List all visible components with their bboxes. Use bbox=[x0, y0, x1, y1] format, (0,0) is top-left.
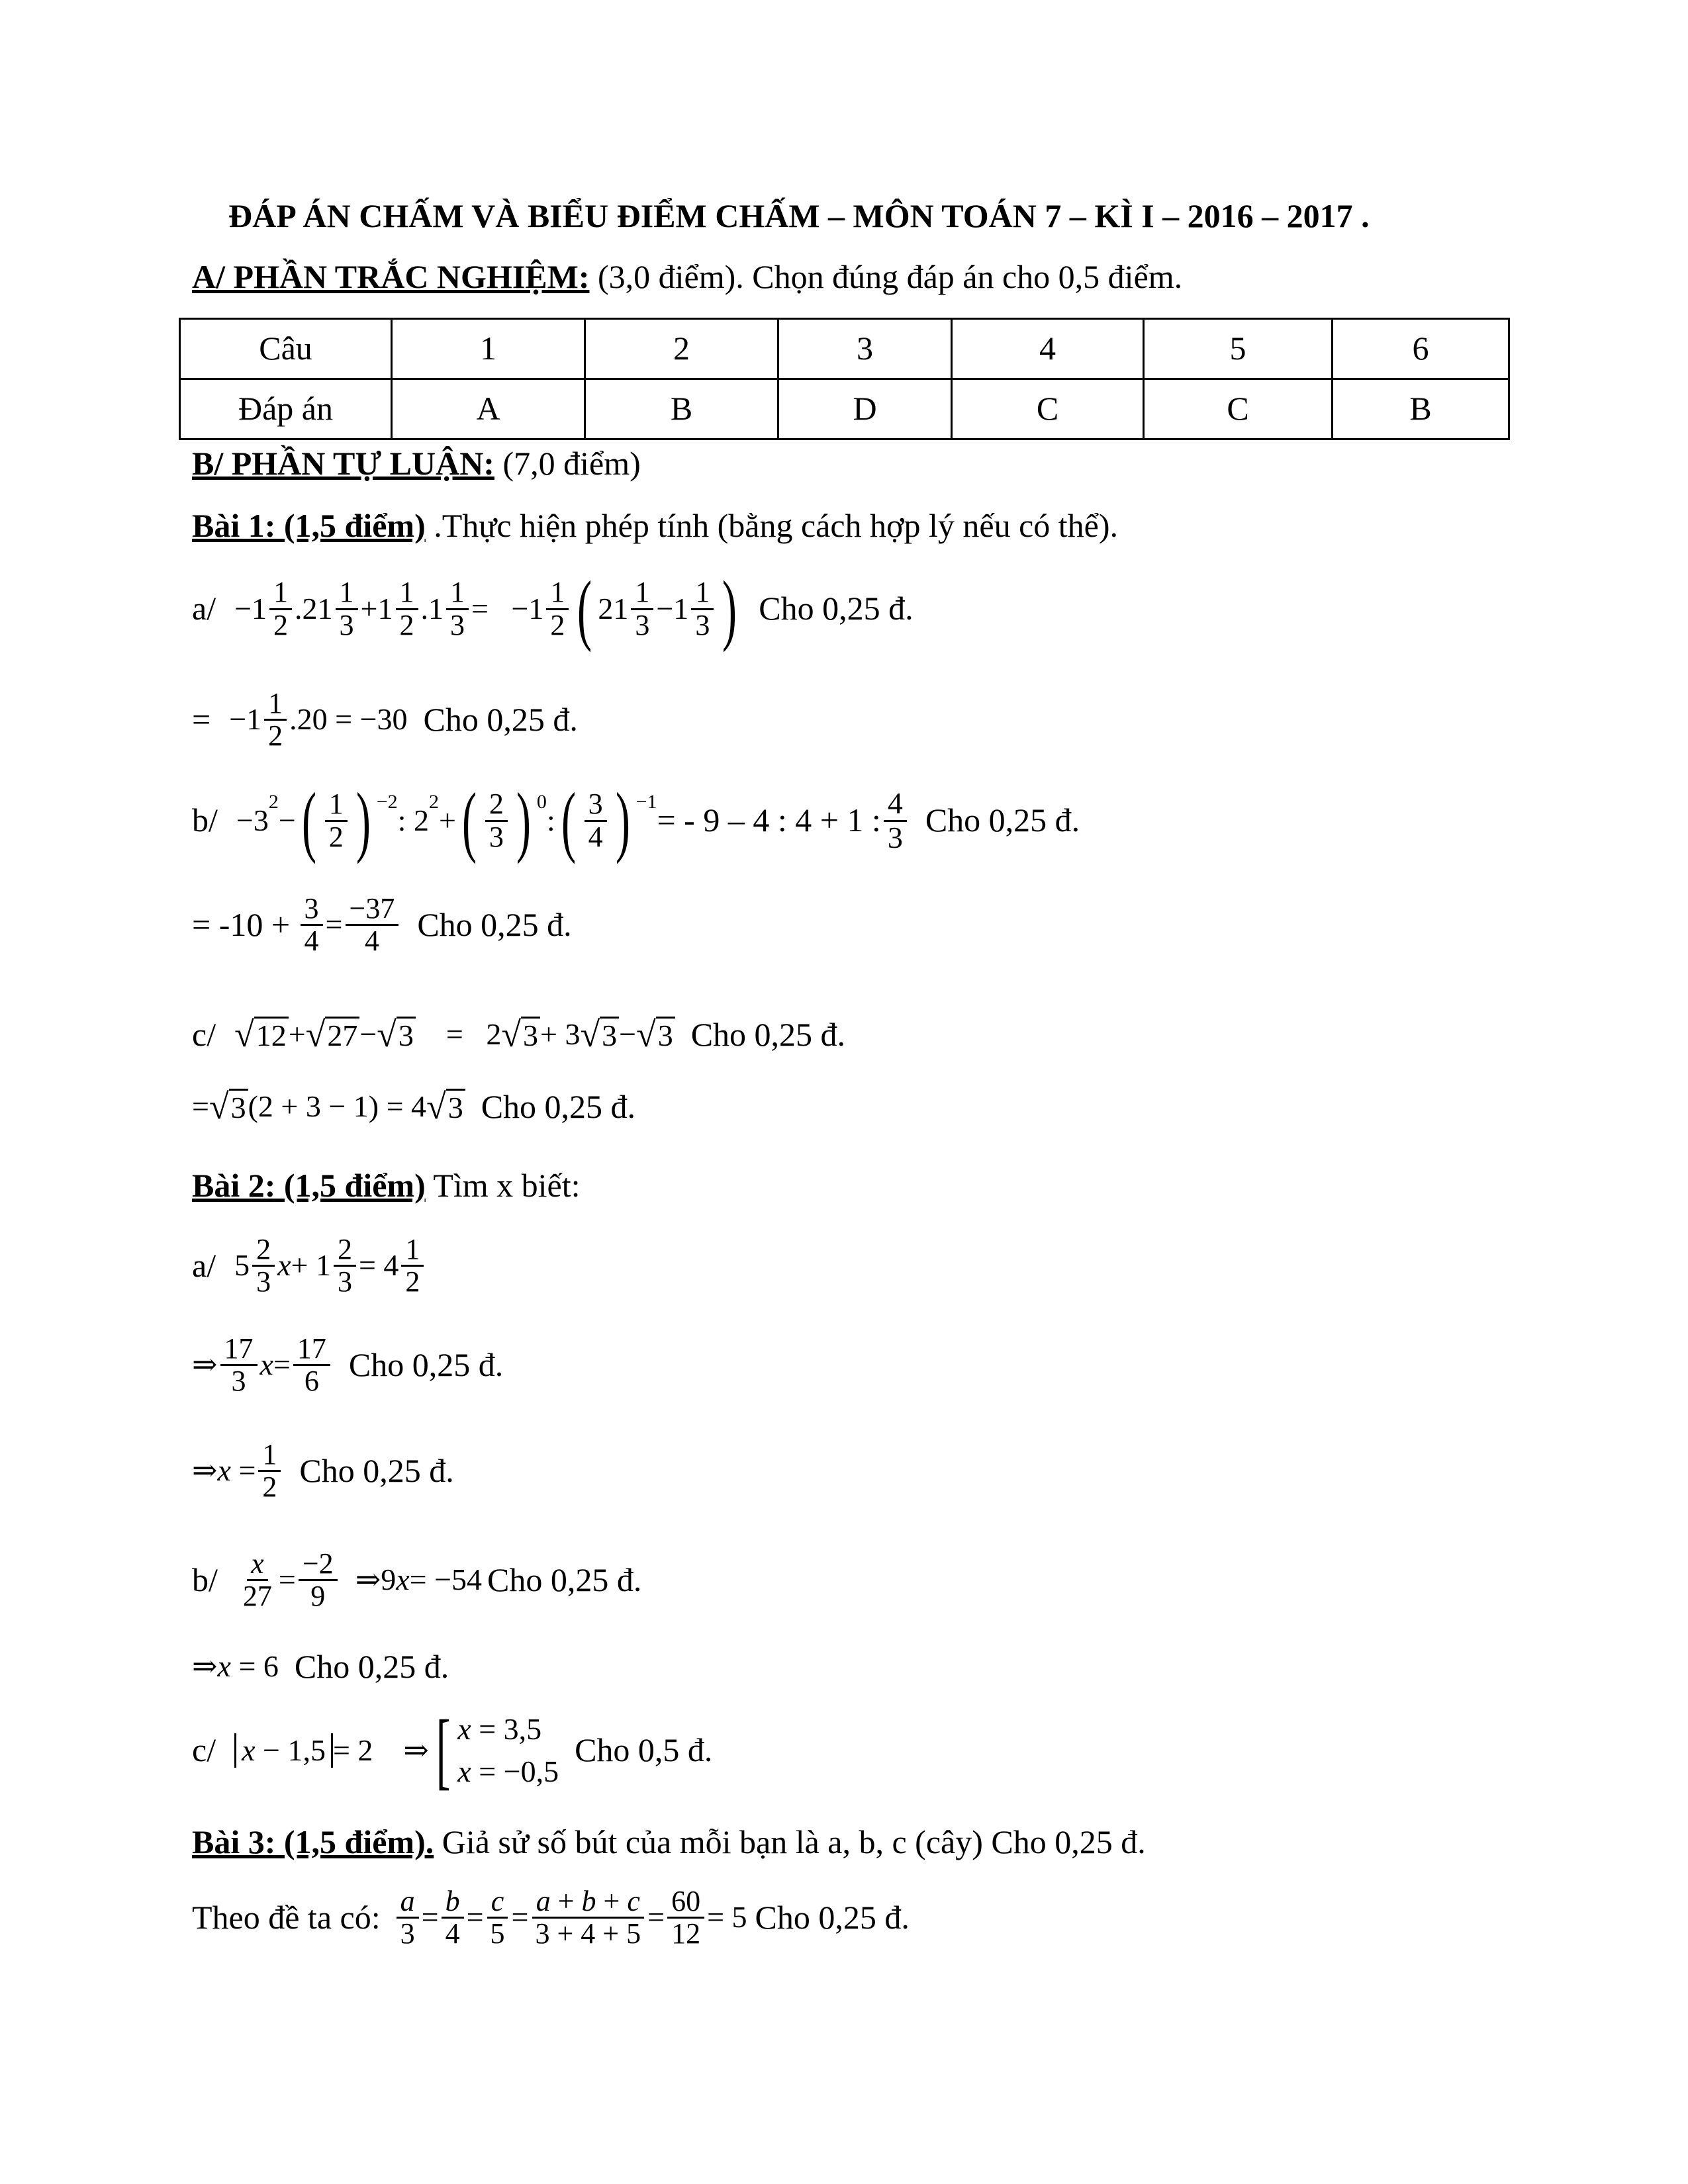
question-cell: 2 bbox=[585, 319, 778, 379]
math-expression: = √ 3 (2 + 3 − 1) = 4 √ 3 Cho 0,25 đ. bbox=[192, 1086, 636, 1126]
bai3-rest: Giả sử số bút của mỗi bạn là a, b, c (cây) Cho 0,25 đ. bbox=[434, 1823, 1146, 1860]
math-expression: c/ x − 1,5 = 2 ⇒ [ x = 3,5 x = −0,5 Cho 0,5 đ. bbox=[192, 1703, 713, 1798]
bai2-b-line2 bbox=[192, 1647, 449, 1686]
math-expression: = -10 + $\frac{3}{4}$ = −37 4 Cho 0,25 đ. bbox=[192, 892, 572, 958]
bai2-rest: Tìm x biết: bbox=[425, 1167, 581, 1204]
part-a-line bbox=[192, 258, 1182, 296]
question-cell: 4 bbox=[952, 319, 1144, 379]
bai1-c-line1 bbox=[192, 1016, 845, 1054]
question-cell: 3 bbox=[778, 319, 952, 379]
math-expression: ⇒ x = 6 Cho 0,25 đ. bbox=[192, 1647, 449, 1685]
answer-cell: B bbox=[585, 379, 778, 439]
bai3-equation bbox=[192, 1886, 910, 1949]
bai1-rest: .Thực hiện phép tính (bằng cách hợp lý nếu có thể). bbox=[425, 507, 1118, 544]
bai2-c-line bbox=[192, 1703, 713, 1798]
question-cell: 5 bbox=[1144, 319, 1333, 379]
part-b-line bbox=[192, 445, 641, 483]
page-title: ĐÁP ÁN CHẤM VÀ BIỂU ĐIỂM CHẤM – MÔN TOÁN 7 – KÌ I – 2016 – 2017 . bbox=[228, 197, 1370, 234]
part-a-heading: A/ PHẦN TRẮC NGHIỆM: bbox=[192, 258, 590, 295]
math-expression: c/ √ 12 + √ 27 − √ 3 = 2 √ 3 + 3 √ 3 − √ 3 Cho 0,25 đ. bbox=[192, 1014, 846, 1054]
bai1-line bbox=[192, 507, 1118, 545]
bai2-a-line3 bbox=[192, 1439, 454, 1502]
part-a-rest: (3,0 điểm). Chọn đúng đáp án cho 0,5 điểm. bbox=[589, 258, 1183, 295]
answer-cell: C bbox=[952, 379, 1144, 439]
answer-table bbox=[179, 318, 1510, 440]
question-cell: 1 bbox=[392, 319, 585, 379]
math-expression: ⇒ x = 1 2 Cho 0,25 đ. bbox=[192, 1438, 454, 1504]
math-expression: b/ x 27 = −2 9 ⇒9 x = −54 Cho 0,25 đ. bbox=[192, 1547, 642, 1613]
answer-cell: C bbox=[1144, 379, 1333, 439]
answer-cell: B bbox=[1333, 379, 1509, 439]
bai1-a-line1 bbox=[192, 565, 914, 653]
bai1-c-line2 bbox=[192, 1087, 635, 1126]
table-row bbox=[180, 319, 1509, 379]
bai2-b-line1 bbox=[192, 1549, 641, 1612]
bai1-b-line2 bbox=[192, 893, 572, 956]
answer-cell: D bbox=[778, 379, 952, 439]
question-cell: 6 bbox=[1333, 319, 1509, 379]
math-expression: a/ 5 2 3 x + 1 2 3 = 4 1 2 bbox=[192, 1234, 426, 1297]
answer-cell: A bbox=[392, 379, 585, 439]
math-expression: Theo đề ta có: a 3 = b 4 = c 5 = a + b + c 3 + 4 + 5 = 60 12 = 5 Cho 0,25 đ. bbox=[192, 1885, 910, 1950]
bai1-a-line2 bbox=[192, 688, 578, 751]
math-expression: = −1 $\frac{1}{2}$ .20 = −30 Cho 0,25 đ. bbox=[192, 687, 578, 752]
bai2-a-line1 bbox=[192, 1234, 426, 1297]
table-row bbox=[180, 379, 1509, 439]
part-b-heading: B/ PHẦN TỰ LUẬN: bbox=[192, 445, 494, 482]
bai1-heading: Bài 1: (1,5 điểm) bbox=[192, 507, 426, 544]
part-b-rest: (7,0 điểm) bbox=[494, 445, 641, 482]
bai1-b-line1 bbox=[192, 776, 1080, 864]
bai2-a-line2 bbox=[192, 1334, 503, 1396]
row-label-question: Câu bbox=[180, 319, 392, 379]
row-label-answer: Đáp án bbox=[180, 379, 392, 439]
math-expression: b/ −3 2 − ( 1 2 ) −2 : 2 2 + ( 2 3 ) 0 : ( 3 4 ) −1 = - 9 – 4 : 4 + 1 : 4 3 Cho 0,25 đ. bbox=[192, 776, 1080, 864]
bai2-line bbox=[192, 1167, 581, 1205]
bai3-line bbox=[192, 1823, 1146, 1862]
math-expression: ⇒ 17 3 x = 17 6 Cho 0,25 đ. bbox=[192, 1332, 504, 1398]
math-expression: a/ −1 1 2 .21 1 3 +1 1 2 .1 1 3 = −1 1 2 ( 21 1 3 −1 1 3 ) Cho 0,25 đ. bbox=[192, 565, 914, 653]
bai2-heading: Bài 2: (1,5 điểm) bbox=[192, 1167, 426, 1204]
bai3-heading: Bài 3: (1,5 điểm). bbox=[192, 1823, 434, 1860]
